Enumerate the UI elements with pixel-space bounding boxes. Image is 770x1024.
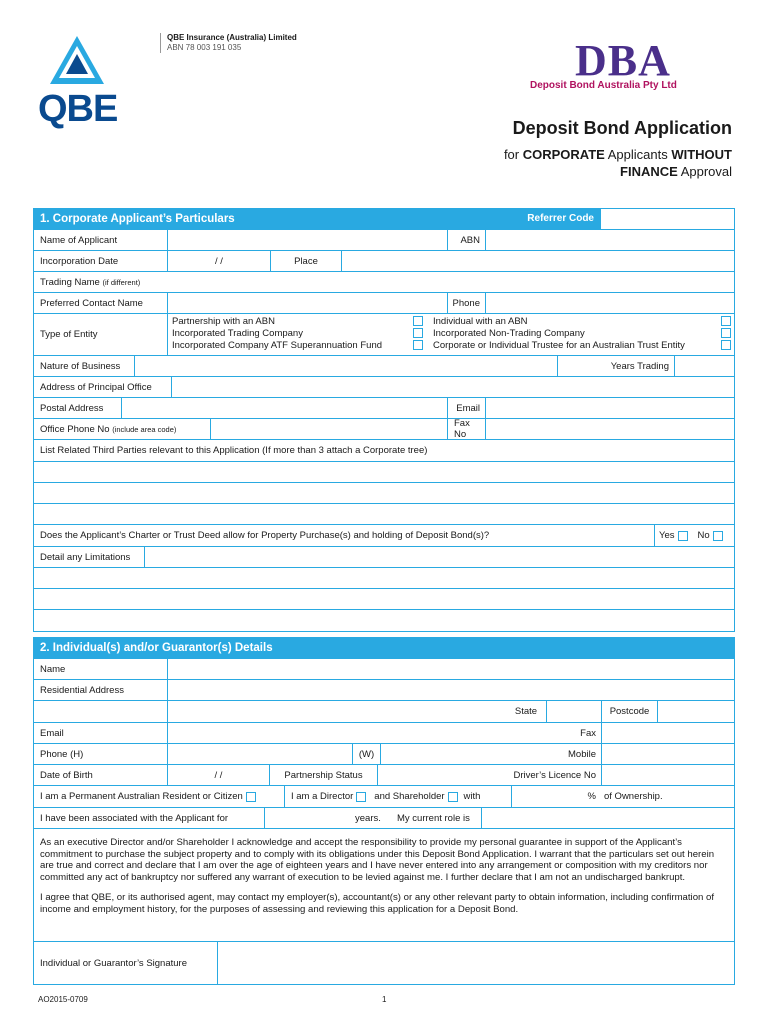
years-associated-field[interactable] [264,808,349,828]
signature-field[interactable] [217,942,734,984]
residential-address-line-2[interactable] [167,701,506,722]
dob-field[interactable]: / / [167,765,269,785]
page-title: Deposit Bond Application [512,118,732,138]
phone-field[interactable] [485,293,734,313]
section1-title: 1. Corporate Applicant’s Particulars [40,213,235,225]
label-fax: Fax No [447,419,485,439]
limitations-line-2[interactable] [34,588,734,609]
email-field[interactable] [485,398,734,418]
entity-option-trustee: Corporate or Individual Trustee for an Australian Trust Entity [433,340,685,351]
nature-of-business-field[interactable] [134,356,557,376]
section-individual-guarantor [33,637,735,985]
label-preferred-contact: Preferred Contact Name [40,297,143,309]
declaration-paragraph-1: As an executive Director and/or Shareholder I acknowledge and accept the responsibility to provide my personal guarantee in support of the Applicant’s commitment to purchase the subject property and to comply with its obligations under this Deposit Bond Application. I warrant that the particulars set out herein are true and correct and declare that I am over the age of eighteen years and I have never entered into any arrangement or composition with my creditors nor committed any act of bankruptcy nor suffered any warrant of execution to be levied against me. I further declare that I am not an undischarged bankrupt. [40,837,715,883]
label-current-role: My current role is [397,812,470,824]
resident-statement [34,786,284,807]
row-limitations-label [34,546,734,567]
dba-subtitle: Deposit Bond Australia Pty Ltd [530,80,677,91]
name-of-applicant-field[interactable] [167,230,447,250]
entity-option-individual: Individual with an ABN [433,316,528,327]
label-limitations: Detail any Limitations [40,551,131,563]
row-individual-email [34,722,734,743]
label-related-parties: List Related Third Parties relevant to this Application (If more than 3 attach a Corporate tree) [40,445,428,456]
label-email: Email [447,398,485,418]
abn-field[interactable] [485,230,734,250]
label-postal-address: Postal Address [40,402,104,414]
principal-office-field[interactable] [171,377,734,397]
years-trading-field[interactable] [674,356,734,376]
label-place: Place [270,251,341,271]
individual-email-field[interactable] [167,723,557,743]
qbe-logo-icon [48,34,106,86]
checkbox-resident[interactable] [246,792,256,802]
preferred-contact-field[interactable] [167,293,447,313]
checkbox-yes[interactable] [678,531,688,541]
row-dob [34,764,734,785]
checkbox-trading-company[interactable] [413,328,423,338]
issuer-abn: ABN 78 003 191 035 [167,43,242,52]
row-signature [34,941,734,984]
fax-field[interactable] [485,419,734,439]
label-resident: I am a Permanent Australian Resident or Citizen [40,791,243,802]
row-resident-director [34,785,734,807]
label-years: years. [355,812,381,824]
label-name: Name [40,663,66,675]
row-trading-name [34,271,734,292]
label-name-of-applicant: Name of Applicant [40,234,118,246]
entity-checkboxes-right [718,316,731,350]
row-type-of-entity [34,313,734,355]
mobile-field[interactable] [601,744,734,764]
ownership-percent-field[interactable] [511,786,601,807]
checkbox-super-fund[interactable] [413,340,423,350]
section2-header [34,638,734,658]
checkbox-individual[interactable] [721,316,731,326]
label-trading-name: Trading Name [40,276,100,288]
related-party-line-1[interactable] [34,461,734,482]
row-residential-address [34,679,734,700]
label-nature-of-business: Nature of Business [40,360,121,372]
referrer-label: Referrer Code [527,213,594,224]
checkbox-shareholder[interactable] [448,792,458,802]
entity-options-left [172,314,382,355]
label-type-of-entity: Type of Entity [40,329,98,340]
declaration-text [34,829,734,923]
trading-name-note: (if different) [102,277,141,287]
row-individual-name [34,658,734,679]
section1-header [34,209,734,229]
row-applicant-name [34,229,734,250]
issuer-name: QBE Insurance (Australia) Limited [167,33,297,42]
page-subtitle: for CORPORATE Applicants WITHOUT FINANCE Approval [503,147,732,179]
checkbox-no[interactable] [713,531,723,541]
label-with: with [463,791,481,802]
label-state: State [514,706,538,717]
entity-checkboxes-left [410,316,423,350]
licence-field[interactable] [601,765,734,785]
entity-option-super-fund: Incorporated Company ATF Superannuation Fund [172,340,383,351]
label-mobile: Mobile [568,748,596,760]
charter-question: Does the Applicant’s Charter or Trust Deed allow for Property Purchase(s) and holding of Deposit Bond(s)? [40,530,490,541]
label-partnership-status: Partnership Status [269,765,377,785]
section2-title: 2. Individual(s) and/or Guarantor(s) Details [40,642,273,654]
issuer-block [160,33,297,53]
page-number: 1 [382,995,387,1004]
row-related-parties-label [34,439,734,461]
limitations-field[interactable] [144,547,734,567]
label-licence: Driver’s Licence No [513,769,596,781]
limitations-line-3[interactable] [34,609,734,631]
entity-options-right [433,314,685,355]
row-preferred-contact [34,292,734,313]
qbe-logo-text: QBE [38,88,118,130]
address-spacer [34,701,167,722]
declaration-paragraph-2: I agree that QBE, or its authorised agent, may contact my employer(s), accountant(s) or any other relevant party to obtain information, including confirmation of income and employment history, for the purposes of assessing and reviewing this application for a Deposit Bond. [40,892,715,915]
entity-option-non-trading: Incorporated Non-Trading Company [433,328,585,339]
label-individual-fax: Fax [580,727,596,739]
entity-option-partnership: Partnership with an ABN [172,316,275,327]
label-principal-office: Address of Principal Office [40,381,152,393]
limitations-line-1[interactable] [34,567,734,588]
residential-address-field[interactable] [167,680,734,700]
label-phone-h: Phone (H) [40,748,84,760]
label-residential-address: Residential Address [40,684,124,696]
individual-name-field[interactable] [167,659,734,679]
label-director: I am a Director [291,791,354,802]
label-incorporation-date: Incorporation Date [40,255,119,267]
form-code: AO2015-0709 [38,995,88,1004]
trading-name-field[interactable] [34,272,734,292]
label-postcode: Postcode [601,701,657,722]
label-phone-w: (W) [352,744,380,764]
dba-logo-text: DBA [575,36,671,85]
related-party-line-2[interactable] [34,482,734,503]
postal-address-field[interactable] [121,398,447,418]
label-ownership: of Ownership. [604,791,663,802]
related-party-line-3[interactable] [34,503,734,524]
checkbox-partnership[interactable] [413,316,423,326]
row-declaration [34,828,734,941]
office-phone-note: (include area code) [112,424,177,434]
phone-w-field[interactable] [380,744,557,764]
row-postal-address [34,397,734,418]
postcode-field[interactable] [657,701,734,722]
label-individual-email: Email [40,727,64,739]
referrer-code-field[interactable] [600,209,734,229]
label-percent: % [587,791,596,802]
label-shareholder: and Shareholder [374,791,445,802]
entity-option-trading-company: Incorporated Trading Company [172,328,303,339]
current-role-field[interactable] [481,808,734,828]
section-corporate-applicant [33,208,735,632]
checkbox-director[interactable] [356,792,366,802]
individual-fax-field[interactable] [601,723,734,743]
row-state-postcode [34,700,734,722]
label-dob: Date of Birth [40,769,93,781]
checkbox-trustee[interactable] [721,340,731,350]
label-office-phone [34,419,210,439]
entity-options [167,314,734,355]
row-principal-office [34,376,734,397]
label-no: No [697,530,710,541]
row-incorporation [34,250,734,271]
partnership-status-field[interactable] [377,765,487,785]
checkbox-non-trading[interactable] [721,328,731,338]
state-field[interactable] [546,701,601,722]
incorporation-date-field[interactable]: / / [167,251,270,271]
phone-h-field[interactable] [167,744,352,764]
row-individual-phone [34,743,734,764]
label-phone: Phone [447,293,485,313]
label-years-trading: Years Trading [557,356,674,376]
row-office-phone [34,418,734,439]
director-statement [284,786,511,807]
row-nature-of-business [34,355,734,376]
label-signature: Individual or Guarantor’s Signature [40,957,187,969]
charter-answer [654,525,734,546]
office-phone-field[interactable] [210,419,447,439]
row-association [34,807,734,828]
office-phone-label-text: Office Phone No [40,423,110,435]
label-yes: Yes [659,530,675,541]
place-field[interactable] [341,251,734,271]
row-charter-question [34,524,734,546]
label-associated: I have been associated with the Applicant for [40,812,229,824]
label-abn: ABN [447,230,485,250]
